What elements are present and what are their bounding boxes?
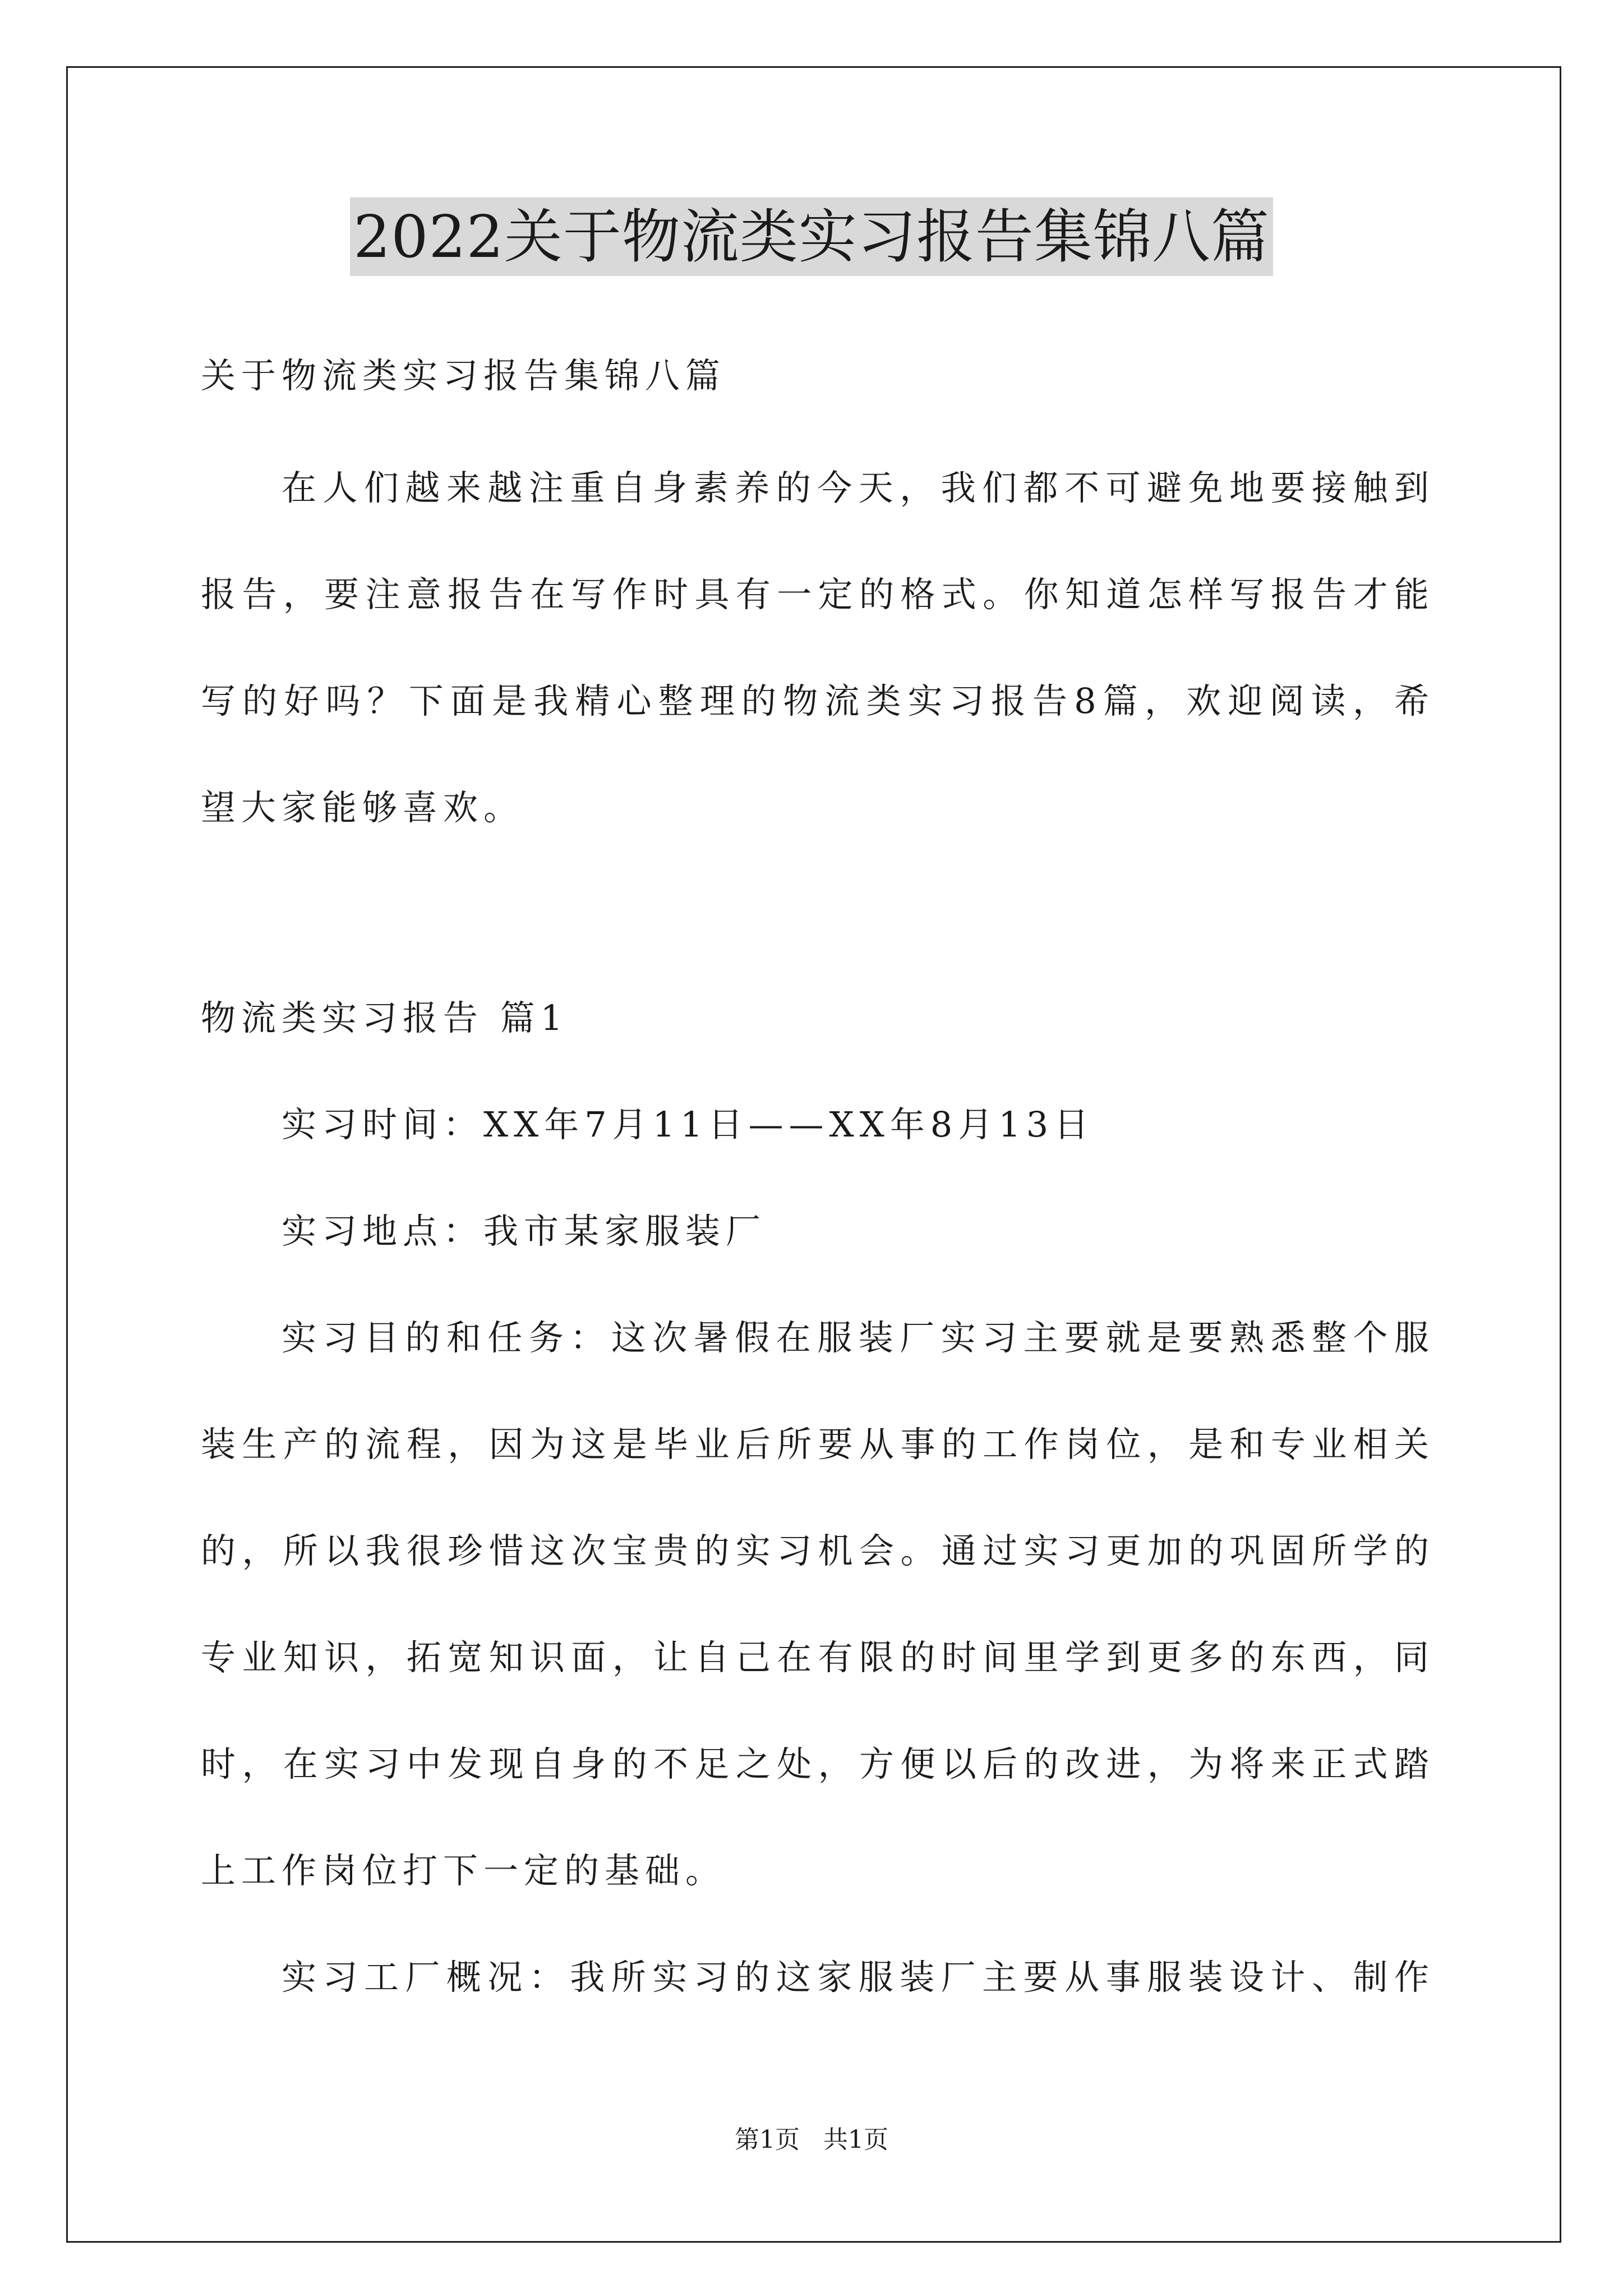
purpose-paragraph-line-2: 装生产的流程，因为这是毕业后所要从事的工作岗位，是和专业相关 bbox=[201, 1424, 1429, 1465]
purpose-paragraph-line-6: 上工作岗位打下一定的基础。 bbox=[201, 1850, 726, 1891]
purpose-paragraph-line-5: 时，在实习中发现自身的不足之处，方便以后的改进，为将来正式踏 bbox=[201, 1743, 1429, 1784]
intro-paragraph-line-3: 写的好吗？下面是我精心整理的物流类实习报告8篇，欢迎阅读，希 bbox=[201, 680, 1429, 721]
intro-paragraph-line-2: 报告，要注意报告在写作时具有一定的格式。你知道怎样写报告才能 bbox=[201, 574, 1429, 615]
internship-time-line: 实习时间：XX年7月11日——XX年8月13日 bbox=[282, 1104, 1095, 1145]
intro-paragraph-line-1: 在人们越来越注重自身素养的今天，我们都不可避免地要接触到 bbox=[282, 467, 1429, 508]
purpose-paragraph-line-4: 专业知识，拓宽知识面，让自己在有限的时间里学到更多的东西，同 bbox=[201, 1637, 1429, 1678]
internship-location-line: 实习地点：我市某家服装厂 bbox=[282, 1211, 767, 1251]
purpose-paragraph-line-3: 的，所以我很珍惜这次宝贵的实习机会。通过实习更加的巩固所学的 bbox=[201, 1530, 1429, 1571]
title-container bbox=[0, 197, 1623, 276]
factory-overview-line-1: 实习工厂概况：我所实习的这家服装厂主要从事服装设计、制作 bbox=[282, 1957, 1429, 1998]
subtitle-line: 关于物流类实习报告集锦八篇 bbox=[201, 355, 726, 396]
section-heading: 物流类实习报告 篇1 bbox=[201, 997, 569, 1038]
document-title: 2022关于物流类实习报告集锦八篇 bbox=[350, 197, 1273, 276]
intro-paragraph-line-4: 望大家能够喜欢。 bbox=[201, 787, 524, 828]
purpose-paragraph-line-1: 实习目的和任务：这次暑假在服装厂实习主要就是要熟悉整个服 bbox=[282, 1317, 1429, 1358]
page-footer: 第1页 共1页 bbox=[735, 2125, 888, 2154]
